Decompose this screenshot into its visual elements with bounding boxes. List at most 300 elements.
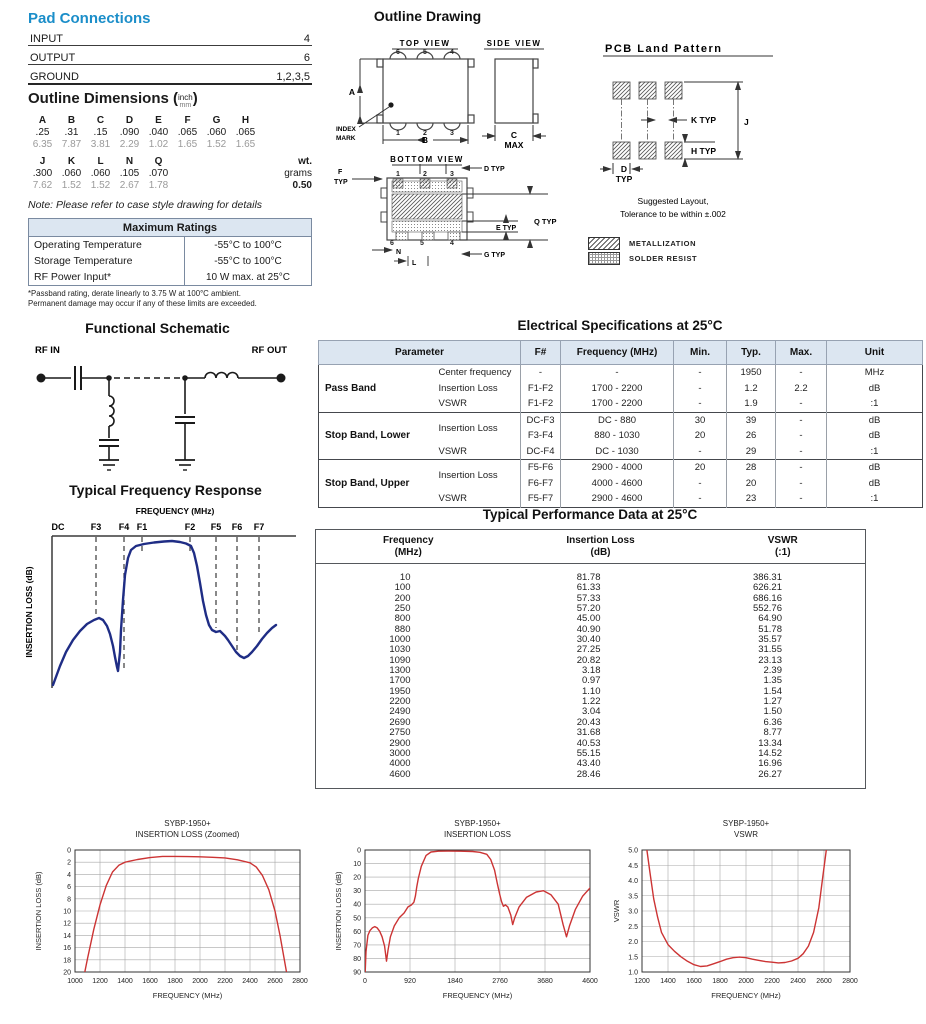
svg-text:3: 3: [450, 171, 454, 178]
espec-value: DC-F4: [521, 444, 561, 460]
legend-metallization: [588, 236, 697, 251]
chart-insertion-loss-zoomed: [30, 814, 327, 1020]
dim-g-typ-label: G TYP: [484, 252, 506, 259]
weight-unit: grams: [284, 168, 312, 179]
dimension-cell: .060: [206, 127, 227, 138]
perf-value: 57.20: [576, 603, 601, 615]
espec-header: Unit: [827, 341, 923, 365]
perf-value: 6.36: [763, 716, 782, 728]
perf-value: 27.25: [576, 644, 601, 656]
perf-value: 1030: [389, 644, 411, 656]
perf-value: 20.82: [576, 654, 601, 666]
perf-header-line: Insertion Loss: [566, 535, 635, 546]
pcb-land-pattern: [583, 36, 893, 231]
performance-table-wrap: [315, 529, 866, 789]
y-tick-label: 6: [67, 884, 71, 892]
dim-d-typ-label: D TYP: [484, 166, 505, 173]
dimension-cell: E: [155, 115, 162, 126]
perf-header: [316, 530, 501, 564]
perf-value: 1.22: [582, 696, 601, 708]
perf-value: 686.16: [752, 592, 782, 604]
dim-l-ticks: [394, 256, 428, 266]
espec-value: dB: [827, 428, 923, 444]
perf-value: 1.54: [763, 685, 782, 697]
perf-value: 2200: [389, 696, 411, 708]
dimension-cell: A: [38, 115, 47, 126]
perf-value: 28.46: [576, 768, 601, 780]
rating-value: 10 W max. at 25°C: [184, 269, 311, 285]
data-curve: [85, 856, 287, 972]
dim-e-typ-label: E TYP: [496, 225, 517, 232]
side-view-label: SIDE VIEW: [486, 39, 542, 48]
dimension-cell: 3.81: [90, 139, 111, 150]
index-mark-leader: [359, 107, 389, 127]
pad-row-input: [28, 27, 312, 46]
tfr-marker-label: DC: [51, 522, 65, 532]
dim-q-typ-label: Q TYP: [534, 217, 557, 226]
y-tick-label: 80: [353, 955, 361, 963]
perf-value: 386.31: [752, 572, 782, 583]
solder-resist-label: SOLDER RESIST: [629, 254, 698, 263]
y-tick-label: 16: [63, 945, 71, 953]
chart-vswr: [608, 814, 913, 1020]
espec-value: F5-F6: [521, 460, 561, 476]
dimension-cell: 1.02: [148, 139, 169, 150]
perf-header-line: VSWR: [767, 535, 798, 546]
espec-value: F5-F7: [521, 491, 561, 507]
outline-dimensions-title-close: ): [192, 90, 198, 107]
espec-value: dB: [827, 476, 923, 492]
espec-value: dB: [827, 460, 923, 476]
unit-mm: mm: [179, 102, 192, 109]
weight-label: wt.: [298, 156, 312, 167]
chart-xlabel: FREQUENCY (MHz): [442, 991, 513, 1000]
dimension-cell: G: [212, 115, 221, 126]
data-curve: [647, 850, 826, 967]
maximum-ratings-section: [28, 218, 312, 308]
espec-param: Center frequency: [431, 365, 521, 381]
y-tick-label: 90: [353, 969, 361, 977]
perf-value: 31.55: [758, 644, 782, 656]
espec-value: 30: [674, 412, 727, 428]
y-tick-label: 50: [353, 915, 361, 923]
perf-value: 250: [394, 603, 411, 615]
y-tick-label: 2.0: [628, 939, 638, 946]
perf-value: 1700: [389, 675, 411, 687]
dimension-cell: 7.87: [61, 139, 82, 150]
espec-value: :1: [827, 396, 923, 412]
pad-label: OUTPUT: [30, 52, 76, 64]
espec-value: -: [674, 491, 727, 507]
perf-value: 2.39: [763, 665, 782, 677]
dimensions-note: Note: Please refer to case style drawing for details: [28, 199, 263, 211]
chart-title-line2: INSERTION LOSS: [444, 830, 511, 839]
dimension-table-row1: [28, 115, 312, 151]
perf-value: 40.53: [576, 737, 601, 749]
bottom-view-label: BOTTOM VIEW: [390, 155, 464, 164]
y-tick-label: 12: [63, 920, 71, 928]
chart-ylabel: VSWR: [612, 899, 621, 923]
perf-value: 1300: [389, 665, 411, 677]
svg-text:2: 2: [423, 171, 427, 178]
maximum-ratings-title: Maximum Ratings: [29, 219, 311, 237]
espec-value: -: [674, 396, 727, 412]
unit-inch: inch: [178, 93, 193, 102]
tfr-xlabel: FREQUENCY (MHz): [135, 506, 215, 516]
outline-dimensions-title: [28, 90, 312, 109]
espec-value: -: [776, 396, 827, 412]
svg-text:1: 1: [396, 171, 400, 178]
tfr-ylabel: INSERTION LOSS (dB): [24, 566, 34, 658]
dim-d-label: D: [620, 164, 628, 174]
y-tick-label: 3.0: [628, 908, 638, 916]
espec-value: DC - 880: [561, 412, 674, 428]
index-mark-label-1: INDEX: [336, 126, 356, 133]
x-tick-label: 1800: [712, 978, 728, 985]
dimension-cell: 1.52: [206, 139, 227, 150]
functional-schematic-title: Functional Schematic: [85, 320, 230, 336]
y-tick-label: 60: [353, 928, 361, 936]
espec-param: Insertion Loss: [431, 460, 521, 492]
schematic-wires: [45, 366, 277, 470]
perf-value: 31.68: [576, 727, 601, 739]
perf-value: 55.15: [576, 747, 601, 759]
perf-value: 2900: [389, 737, 411, 749]
perf-value: 51.78: [758, 623, 782, 635]
y-tick-label: 1.0: [628, 969, 638, 977]
dimension-cell: 7.62: [32, 180, 53, 191]
dim-n-label: N: [396, 249, 402, 256]
espec-value: -: [521, 365, 561, 381]
y-tick-label: 14: [63, 932, 71, 940]
espec-value: MHz: [827, 365, 923, 381]
rating-value: -55°C to 100°C: [184, 237, 311, 253]
y-tick-label: 70: [353, 942, 361, 950]
x-tick-label: 2800: [292, 978, 308, 985]
tfr-marker-label: F6: [231, 522, 243, 532]
pcb-caption-line2: Tolerance to be within ±.002: [620, 209, 726, 219]
rating-label: Storage Temperature: [34, 255, 133, 267]
rating-row: [29, 269, 311, 285]
svg-text:1: 1: [396, 130, 400, 137]
dimension-cell: .060: [61, 168, 82, 179]
tfr-marker-label: F5: [210, 522, 222, 532]
rating-label: RF Power Input*: [34, 271, 112, 283]
chart-ylabel: INSERTION LOSS (dB): [34, 871, 43, 951]
espec-value: DC - 1030: [561, 444, 674, 460]
perf-header: [701, 530, 866, 564]
perf-value: 23.13: [758, 654, 782, 666]
espec-value: 1.9: [727, 396, 776, 412]
x-tick-label: 1000: [67, 978, 83, 985]
tfr-marker-label: F7: [253, 522, 265, 532]
espec-value: 20: [727, 476, 776, 492]
bottom-view-body: [381, 178, 473, 240]
espec-value: -: [776, 460, 827, 476]
perf-value: 64.90: [758, 613, 782, 625]
x-tick-label: 1200: [92, 978, 108, 985]
svg-text:6: 6: [390, 240, 394, 247]
perf-value: 81.78: [576, 572, 601, 583]
pcb-legend: [588, 236, 697, 266]
pcb-caption-line1: Suggested Layout,: [637, 196, 709, 206]
dimension-table-row2: [28, 156, 312, 192]
svg-text:3: 3: [450, 130, 454, 137]
top-view-label: TOP VIEW: [399, 39, 451, 48]
perf-header-line: (MHz): [394, 547, 422, 558]
x-tick-label: 2200: [217, 978, 233, 985]
unit-stack: [178, 94, 193, 109]
espec-value: 1.2: [727, 381, 776, 397]
tfr-marker-label: F2: [184, 522, 196, 532]
espec-value: -: [674, 476, 727, 492]
dimension-row: [28, 115, 312, 127]
x-tick-label: 1840: [447, 978, 463, 985]
weight-value: 0.50: [292, 180, 312, 191]
espec-header: Parameter: [319, 341, 521, 365]
espec-value: 2900 - 4000: [561, 460, 674, 476]
espec-value: -: [674, 365, 727, 381]
x-tick-label: 1400: [117, 978, 133, 985]
chart-ylabel: INSERTION LOSS (dB): [334, 871, 343, 951]
table-row: [316, 728, 866, 738]
perf-header: [501, 530, 701, 564]
metallization-swatch: [588, 237, 620, 250]
espec-value: 23: [727, 491, 776, 507]
perf-value: 2490: [389, 706, 411, 718]
espec-param: Insertion Loss: [438, 382, 498, 394]
dim-h-typ-label: H TYP: [691, 146, 717, 156]
dimension-cell: .065: [177, 127, 198, 138]
svg-text:6: 6: [396, 49, 400, 56]
index-mark-dot: [388, 102, 393, 107]
electrical-specs-table: [318, 340, 923, 508]
x-tick-label: 2600: [267, 978, 283, 985]
x-tick-label: 2400: [242, 978, 258, 985]
espec-value: 2.2: [776, 381, 827, 397]
x-tick-label: 2000: [192, 978, 208, 985]
y-tick-label: 3.5: [628, 893, 638, 901]
espec-header: Typ.: [727, 341, 776, 365]
dimension-cell: .105: [119, 168, 140, 179]
chart-xlabel: FREQUENCY (MHz): [152, 991, 223, 1000]
dimension-cell: H: [241, 115, 250, 126]
ratings-footnote: [28, 289, 312, 308]
espec-param: VSWR: [438, 493, 467, 505]
maximum-ratings-table: [28, 218, 312, 286]
perf-value: 43.40: [576, 758, 601, 770]
table-row: [316, 770, 866, 780]
espec-group-name: Pass Band: [319, 365, 431, 413]
espec-value: dB: [827, 381, 923, 397]
perf-value: 30.40: [576, 634, 601, 646]
y-tick-label: 10: [353, 861, 361, 869]
pad-value: 6: [303, 52, 310, 64]
dimension-cell: D: [125, 115, 134, 126]
perf-value: 1000: [389, 634, 411, 646]
table-row: [316, 759, 866, 769]
espec-value: 1950: [727, 365, 776, 381]
performance-data-title: Typical Performance Data at 25°C: [482, 507, 698, 522]
tfr-marker-label: F4: [118, 522, 130, 532]
y-tick-label: 5.0: [628, 847, 638, 855]
x-tick-label: 2000: [738, 978, 754, 985]
solder-resist-swatch: [588, 252, 620, 265]
espec-value: 26: [727, 428, 776, 444]
y-tick-label: 4: [67, 871, 71, 879]
svg-text:4: 4: [450, 240, 454, 247]
frequency-response-title: Typical Frequency Response: [69, 482, 262, 498]
dim-f-label: F: [338, 169, 343, 176]
perf-value: 1950: [389, 685, 411, 697]
perf-value: 45.00: [576, 613, 601, 625]
tfr-marker-label: F3: [90, 522, 102, 532]
x-tick-label: 2600: [816, 978, 832, 985]
perf-value: 1090: [389, 654, 411, 666]
x-tick-label: 1400: [660, 978, 676, 985]
espec-value: -: [776, 491, 827, 507]
espec-value: :1: [827, 491, 923, 507]
dim-k-typ-label: K TYP: [691, 115, 717, 125]
perf-value: 61.33: [576, 582, 601, 594]
dimension-cell: 2.67: [119, 180, 140, 191]
perf-value: 20.43: [576, 716, 601, 728]
espec-param: Insertion Loss: [431, 412, 521, 444]
functional-schematic-drawing: [25, 338, 297, 488]
pad-row-output: [28, 46, 312, 65]
pcb-land-pattern-title: PCB Land Pattern: [605, 43, 723, 55]
perf-value: 880: [394, 623, 411, 635]
perf-header-line: Frequency: [382, 535, 434, 546]
svg-text:4: 4: [450, 49, 454, 56]
espec-value: 4000 - 4600: [561, 476, 674, 492]
dimension-cell: 1.65: [177, 139, 198, 150]
y-tick-label: 8: [67, 896, 71, 904]
dim-a-label: A: [348, 87, 356, 97]
y-tick-label: 20: [63, 969, 71, 977]
espec-group-name: Stop Band, Lower: [319, 412, 431, 460]
pad-label: GROUND: [30, 71, 79, 83]
x-tick-label: 0: [363, 978, 367, 985]
perf-value: 13.34: [758, 737, 782, 749]
dim-c-max-label: MAX: [504, 140, 524, 150]
x-tick-label: 2200: [764, 978, 780, 985]
svg-text:5: 5: [420, 240, 424, 247]
dimension-cell: .065: [235, 127, 256, 138]
perf-value: 626.21: [752, 582, 782, 594]
dimension-cell: .060: [90, 168, 111, 179]
dimension-cell: L: [97, 156, 104, 167]
y-tick-label: 4.5: [628, 862, 638, 870]
espec-value: -: [674, 444, 727, 460]
espec-value: -: [561, 365, 674, 381]
perf-spacer: [316, 780, 866, 789]
y-tick-label: 18: [63, 957, 71, 965]
espec-value: 20: [674, 428, 727, 444]
perf-value: 552.76: [752, 603, 782, 615]
y-tick-label: 4.0: [628, 878, 638, 885]
perf-value: 26.27: [758, 768, 782, 780]
dim-l-label: L: [412, 260, 417, 267]
espec-value: F6-F7: [521, 476, 561, 492]
y-tick-label: 10: [63, 908, 71, 916]
perf-value: 2750: [389, 727, 411, 739]
plot-border: [365, 850, 590, 972]
y-tick-label: 2.5: [628, 923, 638, 931]
x-tick-label: 1200: [634, 978, 650, 985]
outline-drawing-title: Outline Drawing: [373, 8, 482, 24]
top-view-body: [377, 52, 474, 130]
dimension-cell: .040: [148, 127, 169, 138]
dimension-cell: 6.35: [32, 139, 53, 150]
dim-d-typ-label: TYP: [615, 174, 633, 184]
side-view-body: [495, 59, 538, 123]
dimension-cell: N: [125, 156, 134, 167]
espec-header: Max.: [776, 341, 827, 365]
espec-value: :1: [827, 444, 923, 460]
espec-value: 2900 - 4600: [561, 491, 674, 507]
weight-block: [250, 156, 312, 192]
y-tick-label: 0: [357, 847, 361, 855]
perf-value: 35.57: [758, 634, 782, 646]
performance-table: [315, 529, 866, 789]
perf-value: 14.52: [758, 747, 782, 759]
top-view-pin-numbers: [396, 49, 454, 137]
dimension-row: [28, 127, 312, 139]
rating-row: [29, 237, 311, 253]
outline-dimensions-title-text: Outline Dimensions (: [28, 90, 179, 107]
perf-value: 8.77: [763, 727, 782, 739]
dimension-cell: J: [39, 156, 46, 167]
espec-header: Frequency (MHz): [561, 341, 674, 365]
x-tick-label: 2800: [842, 978, 858, 985]
perf-value: 16.96: [758, 758, 782, 770]
pad-label: INPUT: [30, 33, 63, 45]
espec-value: -: [674, 381, 727, 397]
dimension-cell: 1.52: [90, 180, 111, 191]
espec-value: -: [776, 365, 827, 381]
espec-value: -: [776, 428, 827, 444]
pad-value: 4: [303, 33, 310, 45]
y-tick-label: 1.5: [628, 954, 638, 962]
y-tick-label: 40: [353, 901, 361, 909]
espec-value: -: [776, 412, 827, 428]
perf-value: 3.04: [582, 706, 601, 718]
perf-value: 2690: [389, 716, 411, 728]
dim-b-label: B: [421, 135, 429, 145]
perf-value: 0.97: [582, 675, 601, 687]
dimension-cell: B: [67, 115, 76, 126]
chart-title-line2: INSERTION LOSS (Zoomed): [135, 830, 240, 839]
perf-value: 4000: [389, 758, 411, 770]
dim-j-label: J: [744, 117, 749, 127]
dimension-cell: C: [96, 115, 105, 126]
dimension-cell: 1.78: [148, 180, 169, 191]
perf-value: 1.10: [582, 685, 601, 697]
perf-value: 10: [399, 572, 411, 583]
perf-value: 800: [394, 613, 411, 625]
x-tick-label: 920: [404, 978, 416, 985]
dimension-cell: 2.29: [119, 139, 140, 150]
y-tick-label: 2: [67, 859, 71, 867]
x-tick-label: 1800: [167, 978, 183, 985]
svg-text:5: 5: [423, 49, 427, 56]
y-tick-label: 20: [353, 874, 361, 882]
perf-value: 100: [394, 582, 411, 594]
x-tick-label: 2400: [790, 978, 806, 985]
espec-header: Min.: [674, 341, 727, 365]
dim-f-typ-label: TYP: [334, 179, 348, 186]
